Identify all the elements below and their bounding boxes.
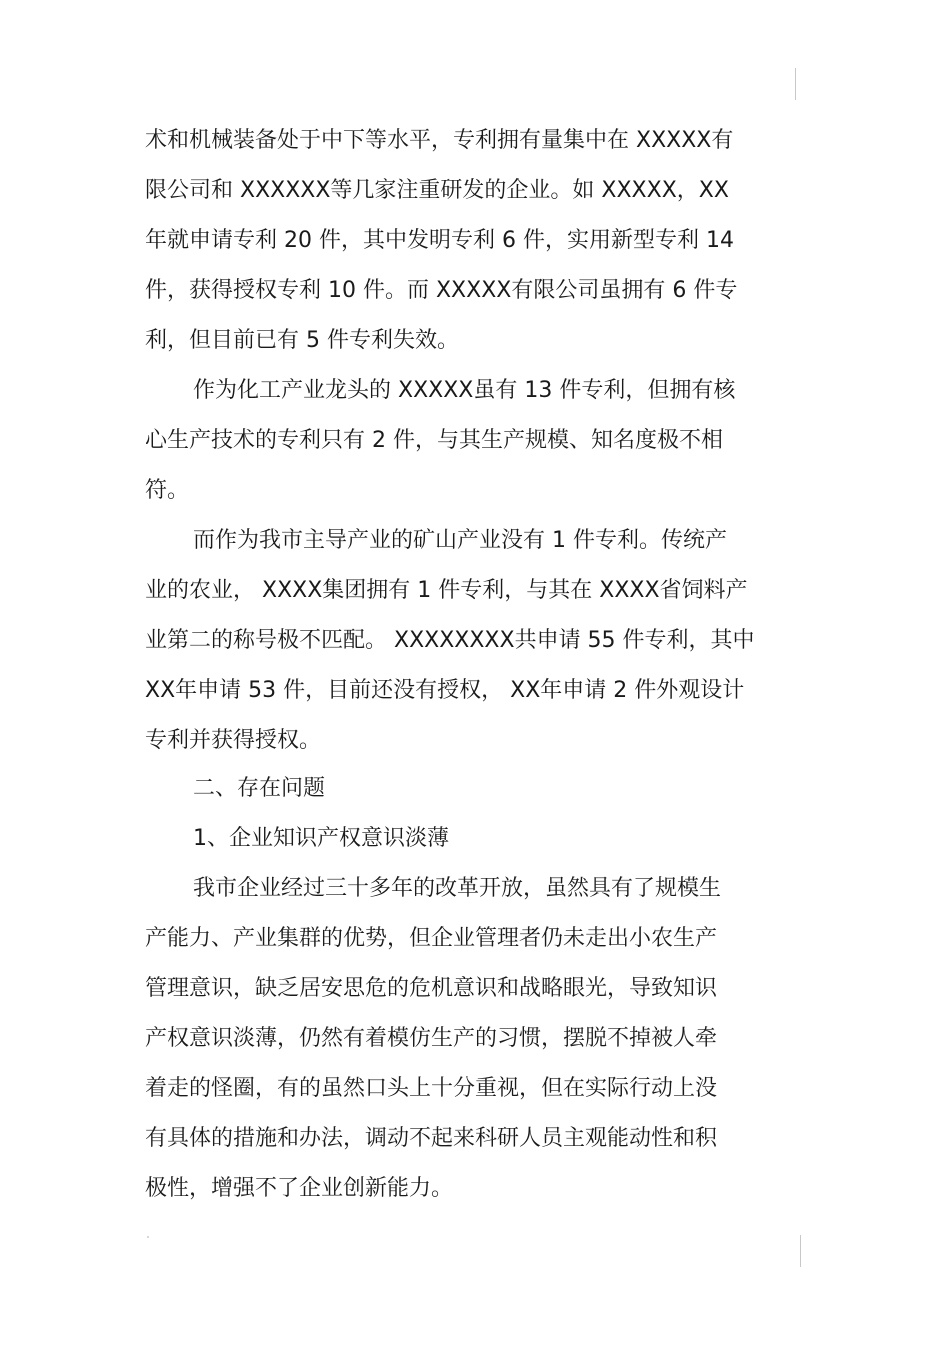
text-line: 有具体的措施和办法，调动不起来科研人员主观能动性和积	[145, 1126, 718, 1151]
text-line: 心生产技术的专利只有 2 件，与其生产规模、知名度极不相	[145, 428, 723, 453]
text-line: 术和机械装备处于中下等水平，专利拥有量集中在 XXXXX有	[145, 128, 734, 153]
text-line: 产权意识淡薄，仍然有着模仿生产的习惯，摆脱不掉被人牵	[145, 1026, 718, 1051]
text-line: 我市企业经过三十多年的改革开放，虽然具有了规模生	[193, 876, 722, 901]
text-line: XX年申请 53 件，目前还没有授权， XX年申请 2 件外观设计	[145, 678, 745, 703]
text-line: 利，但目前已有 5 件专利失效。	[145, 328, 459, 353]
text-line: 着走的怪圈，有的虽然口头上十分重视，但在实际行动上没	[145, 1076, 718, 1101]
text-line: 限公司和 XXXXXX等几家注重研发的企业。如 XXXXX，XX	[145, 178, 729, 203]
section-heading: 二、存在问题	[193, 776, 326, 801]
text-line: 符。	[145, 478, 190, 503]
text-line: 产能力、产业集群的优势，但企业管理者仍未走出小农生产	[145, 926, 718, 951]
page-margin-mark-bottom	[800, 1235, 801, 1267]
subsection-heading: 1、企业知识产权意识淡薄	[193, 826, 449, 851]
text-line: 极性，增强不了企业创新能力。	[145, 1176, 454, 1201]
text-line: 作为化工产业龙头的 XXXXX虽有 13 件专利，但拥有核	[193, 378, 736, 403]
text-line: 件，获得授权专利 10 件。而 XXXXX有限公司虽拥有 6 件专	[145, 278, 738, 303]
text-line: 业的农业， XXXX集团拥有 1 件专利，与其在 XXXX省饲料产	[145, 578, 748, 603]
page-margin-mark-top	[795, 68, 796, 100]
text-line: 年就申请专利 20 件，其中发明专利 6 件，实用新型专利 14	[145, 228, 734, 253]
text-line: 业第二的称号极不匹配。 XXXXXXXX共申请 55 件专利，其中	[145, 628, 755, 653]
text-line: 专利并获得授权。	[145, 728, 322, 753]
text-line: 管理意识，缺乏居安思危的危机意识和战略眼光，导致知识	[145, 976, 718, 1001]
text-line: 而作为我市主导产业的矿山产业没有 1 件专利。传统产	[193, 528, 727, 553]
page-margin-dot	[147, 1236, 149, 1238]
